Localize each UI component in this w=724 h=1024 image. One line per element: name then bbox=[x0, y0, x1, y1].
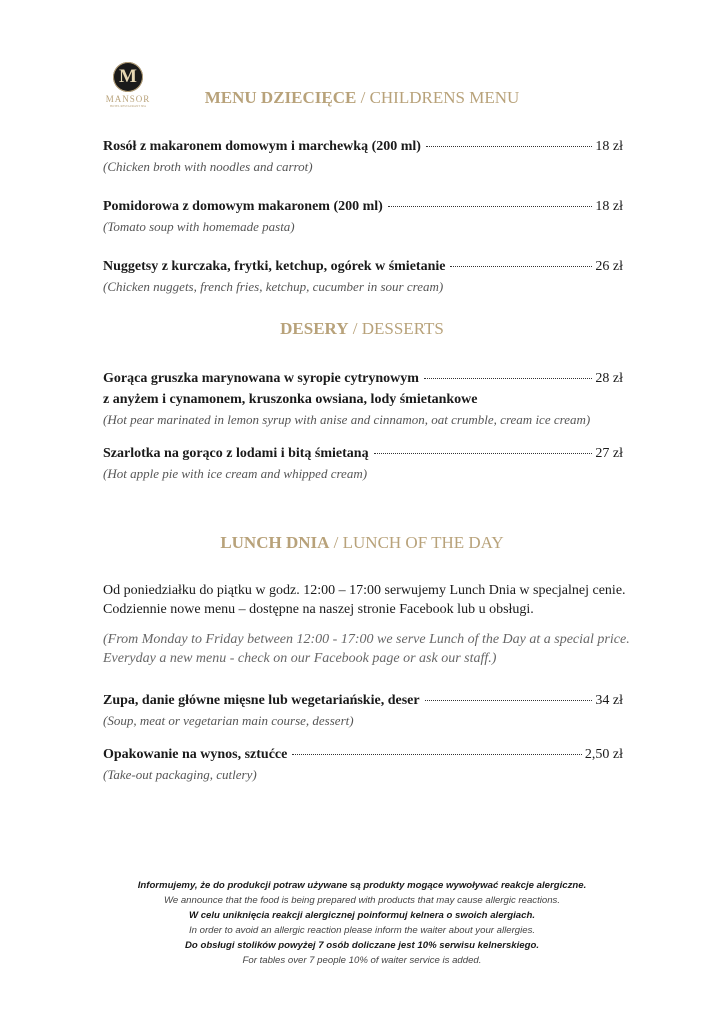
item-name: Szarlotka na gorąco z lodami i bitą śmietaną bbox=[103, 446, 369, 461]
lunch-heading: LUNCH DNIA / LUNCH OF THE DAY bbox=[220, 533, 504, 552]
item-price: 18 zł bbox=[595, 199, 623, 214]
item-description: (Hot pear marinated in lemon syrup with anise and cinnamon, oat crumble, cream ice cream) bbox=[103, 412, 591, 427]
notice-line: For tables over 7 people 10% of waiter service is added. bbox=[242, 955, 482, 966]
lunch-description-pl: Od poniedziałku do piątku w godz. 12:00 – 17:00 serwujemy Lunch Dnia w specjalnej cenie. Codziennie nowe menu – dostępne na naszej stronie Facebook lub u obsługi. bbox=[103, 583, 626, 617]
leader-dots bbox=[424, 378, 593, 379]
notice-line: We announce that the food is being prepared with products that may cause allergic reactions. bbox=[163, 895, 561, 906]
item-name: Rosół z makaronem domowym i marchewką (200 ml) bbox=[103, 139, 421, 154]
item-price: 2,50 zł bbox=[584, 747, 623, 762]
menu-item bbox=[103, 138, 623, 175]
item-description: (Soup, meat or vegetarian main course, dessert) bbox=[103, 713, 354, 728]
item-name: Nuggetsy z kurczaka, frytki, ketchup, ogórek w śmietanie bbox=[103, 259, 446, 274]
item-price: 28 zł bbox=[595, 371, 623, 386]
allergen-notice bbox=[0, 878, 724, 968]
item-price: 27 zł bbox=[595, 446, 623, 461]
notice-line: Informujemy, że do produkcji potraw używane są produkty mogące wywoływać reakcje alergiczne. bbox=[137, 880, 587, 891]
leader-dots bbox=[425, 700, 593, 701]
menu-item bbox=[103, 746, 623, 783]
menu-item bbox=[103, 258, 623, 295]
notice-line: W celu uniknięcia reakcji alergicznej poinformuj kelnera o swoich alergiach. bbox=[188, 910, 536, 921]
item-name: Opakowanie na wynos, sztućce bbox=[103, 747, 288, 762]
item-description: (Chicken nuggets, french fries, ketchup, cucumber in sour cream) bbox=[103, 279, 444, 294]
leader-dots bbox=[450, 266, 592, 267]
leader-dots bbox=[426, 146, 592, 147]
logo-subtitle: HOTEL RESTAURANT SPA bbox=[110, 104, 146, 108]
leader-dots bbox=[374, 453, 593, 454]
logo-letter: M bbox=[119, 66, 137, 87]
item-description: (Tomato soup with homemade pasta) bbox=[103, 219, 295, 234]
menu-item bbox=[103, 370, 623, 428]
item-description: (Hot apple pie with ice cream and whipped cream) bbox=[103, 466, 368, 481]
menu-item bbox=[103, 445, 623, 482]
leader-dots bbox=[388, 206, 593, 207]
item-price: 34 zł bbox=[595, 693, 623, 708]
logo-name: MANSOR bbox=[105, 94, 151, 104]
item-name-continued: z anyżem i cynamonem, kruszonka owsiana, lody śmietankowe bbox=[103, 392, 478, 407]
item-name: Gorąca gruszka marynowana w syropie cytrynowym bbox=[103, 371, 419, 386]
item-price: 18 zł bbox=[595, 139, 623, 154]
leader-dots bbox=[292, 754, 582, 755]
menu-item bbox=[103, 692, 623, 729]
item-description: (Chicken broth with noodles and carrot) bbox=[103, 159, 313, 174]
notice-line: In order to avoid an allergic reaction please inform the waiter about your allergies. bbox=[188, 925, 536, 936]
item-name: Pomidorowa z domowym makaronem (200 ml) bbox=[103, 199, 383, 214]
desserts-heading: DESERY / DESSERTS bbox=[280, 319, 444, 338]
lunch-description-en: (From Monday to Friday between 12:00 - 17:00 we serve Lunch of the Day at a special price. Everyday a new menu - check on our Facebook page or ask our staff.) bbox=[103, 632, 630, 666]
item-name: Zupa, danie główne mięsne lub wegetariańskie, deser bbox=[103, 693, 420, 708]
children-menu-heading: MENU DZIECIĘCE / CHILDRENS MENU bbox=[204, 88, 520, 107]
item-description: (Take-out packaging, cutlery) bbox=[103, 767, 257, 782]
menu-item bbox=[103, 198, 623, 235]
item-price: 26 zł bbox=[595, 259, 623, 274]
notice-line: Do obsługi stolików powyżej 7 osób doliczane jest 10% serwisu kelnerskiego. bbox=[185, 940, 539, 951]
